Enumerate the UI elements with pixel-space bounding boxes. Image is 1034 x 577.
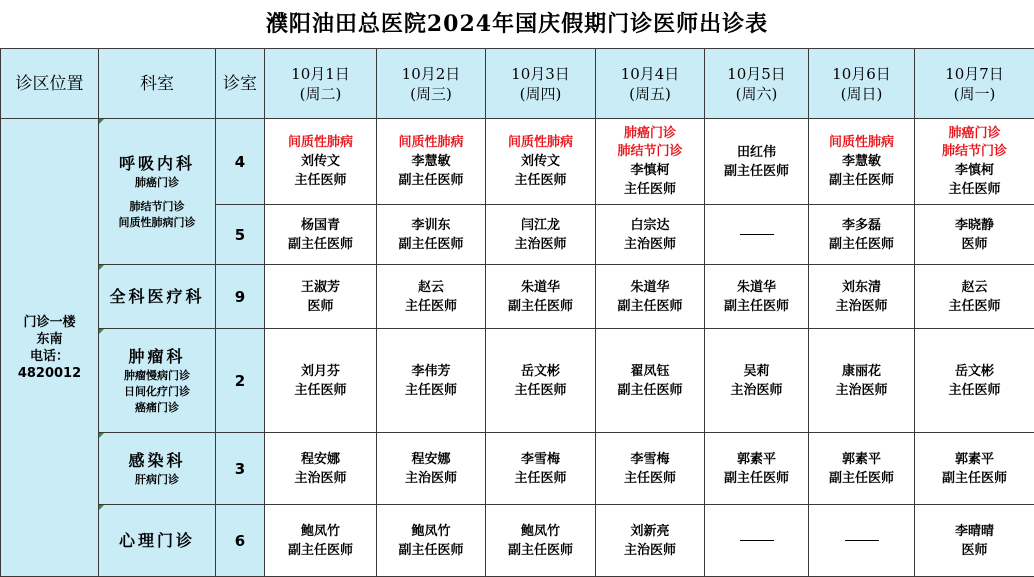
day-weekday: (周四) (486, 84, 595, 104)
doctor-title: 主治医师 (809, 381, 914, 400)
no-clinic-dash (740, 540, 774, 541)
header-room (216, 49, 265, 119)
doctor-name: 朱道华 (596, 278, 704, 297)
doctor-name: 刘传文 (486, 152, 595, 171)
room-number: 9 (216, 265, 265, 329)
doctor-cell (915, 505, 1034, 577)
header-dept (99, 49, 216, 119)
dept-psychology (99, 505, 216, 577)
doctor-name: 刘月芬 (265, 362, 376, 381)
doctor-title: 副主任医师 (377, 541, 485, 560)
doctor-cell (377, 433, 486, 505)
doctor-cell (265, 505, 377, 577)
room-number: 5 (216, 205, 265, 265)
doctor-cell (377, 119, 486, 205)
doctor-name: 郭素平 (915, 450, 1034, 469)
doctor-name: 李晴晴 (915, 522, 1034, 541)
doctor-title: 主治医师 (486, 235, 595, 254)
table-row (1, 433, 1034, 505)
doctor-title: 主任医师 (377, 381, 485, 400)
room-number: 4 (216, 119, 265, 205)
doctor-title: 医师 (915, 541, 1034, 560)
header-day-3 (486, 49, 596, 119)
dept-name: 心理门诊 (99, 530, 215, 552)
day-date: 10月3日 (486, 64, 595, 84)
room-number: 2 (216, 329, 265, 433)
doctor-title: 主任医师 (915, 297, 1034, 316)
doctor-cell (596, 505, 705, 577)
doctor-name: 刘东清 (809, 278, 914, 297)
doctor-title: 副主任医师 (596, 381, 704, 400)
doctor-name: 闫江龙 (486, 216, 595, 235)
day-date: 10月7日 (915, 64, 1034, 84)
doctor-name: 吴莉 (705, 362, 808, 381)
day-weekday: (周六) (705, 84, 808, 104)
doctor-title: 主任医师 (915, 381, 1034, 400)
doctor-cell (596, 329, 705, 433)
doctor-title: 副主任医师 (486, 297, 595, 316)
room-number: 3 (216, 433, 265, 505)
doctor-cell (809, 205, 915, 265)
doctor-title: 副主任医师 (809, 235, 914, 254)
schedule-table (0, 48, 1034, 577)
doctor-name: 白宗达 (596, 216, 704, 235)
doctor-cell (809, 119, 915, 205)
doctor-name: 鲍凤竹 (486, 522, 595, 541)
doctor-cell (705, 205, 809, 265)
doctor-title: 医师 (265, 297, 376, 316)
doctor-title: 主任医师 (486, 381, 595, 400)
doctor-title: 主任医师 (265, 381, 376, 400)
header-dept-label: 科室 (140, 74, 174, 94)
doctor-title: 主治医师 (809, 297, 914, 316)
doctor-name: 李慧敏 (377, 152, 485, 171)
dept-subclinic: 肿瘤慢病门诊 (99, 368, 215, 384)
phone-number: 4820012 (1, 365, 98, 382)
doctor-name: 刘新亮 (596, 522, 704, 541)
doctor-cell (596, 433, 705, 505)
doctor-cell (265, 119, 377, 205)
doctor-title: 主任医师 (486, 171, 595, 190)
day-weekday: (周二) (265, 84, 376, 104)
clinic-note: 肺结节门诊 (596, 143, 704, 161)
doctor-title: 副主任医师 (265, 541, 376, 560)
doctor-title: 主任医师 (486, 469, 595, 488)
dept-name: 全科医疗科 (99, 286, 215, 308)
doctor-title: 副主任医师 (809, 469, 914, 488)
dept-subclinic: 癌痛门诊 (99, 400, 215, 416)
doctor-cell (265, 265, 377, 329)
doctor-name: 程安娜 (265, 450, 376, 469)
doctor-title: 副主任医师 (809, 171, 914, 190)
header-day-4 (596, 49, 705, 119)
table-row (1, 329, 1034, 433)
doctor-cell (486, 265, 596, 329)
phone-label: 电话： (1, 348, 98, 365)
doctor-cell (915, 433, 1034, 505)
header-day-2 (377, 49, 486, 119)
doctor-cell (377, 329, 486, 433)
doctor-title: 主治医师 (705, 381, 808, 400)
doctor-name: 郭素平 (705, 450, 808, 469)
doctor-cell (596, 265, 705, 329)
doctor-name: 赵云 (915, 278, 1034, 297)
doctor-name: 李晓静 (915, 216, 1034, 235)
doctor-cell (809, 265, 915, 329)
doctor-cell (596, 119, 705, 205)
doctor-title: 副主任医师 (915, 469, 1034, 488)
day-date: 10月1日 (265, 64, 376, 84)
day-date: 10月4日 (596, 64, 704, 84)
no-clinic-dash (845, 540, 879, 541)
doctor-title: 副主任医师 (377, 235, 485, 254)
doctor-name: 程安娜 (377, 450, 485, 469)
doctor-cell (377, 505, 486, 577)
doctor-cell (915, 265, 1034, 329)
day-weekday: (周五) (596, 84, 704, 104)
doctor-name: 李伟芳 (377, 362, 485, 381)
doctor-name: 王淑芳 (265, 278, 376, 297)
doctor-name: 鲍凤竹 (265, 522, 376, 541)
doctor-title: 副主任医师 (705, 469, 808, 488)
day-date: 10月5日 (705, 64, 808, 84)
day-weekday: (周日) (809, 84, 914, 104)
doctor-title: 副主任医师 (705, 162, 808, 181)
clinic-note: 肺癌门诊 (915, 125, 1034, 143)
header-day-5 (705, 49, 809, 119)
dept-oncology (99, 329, 216, 433)
day-date: 10月2日 (377, 64, 485, 84)
dept-name: 呼吸内科 (99, 153, 215, 175)
day-date: 10月6日 (809, 64, 914, 84)
doctor-cell (705, 433, 809, 505)
room-number: 6 (216, 505, 265, 577)
dept-subclinic: 肺癌门诊 (99, 175, 215, 191)
doctor-name: 郭素平 (809, 450, 914, 469)
doctor-cell (705, 505, 809, 577)
doctor-cell (377, 265, 486, 329)
doctor-name: 朱道华 (486, 278, 595, 297)
header-area-label: 诊区位置 (16, 74, 84, 94)
location-line: 东南 (1, 331, 98, 348)
doctor-cell (915, 205, 1034, 265)
doctor-name: 康丽花 (809, 362, 914, 381)
doctor-title: 主任医师 (377, 297, 485, 316)
doctor-cell (486, 119, 596, 205)
doctor-name: 赵云 (377, 278, 485, 297)
doctor-title: 副主任医师 (705, 297, 808, 316)
doctor-title: 副主任医师 (265, 235, 376, 254)
header-day-1 (265, 49, 377, 119)
doctor-name: 岳文彬 (486, 362, 595, 381)
dept-subclinic: 肺结节门诊 (99, 199, 215, 215)
doctor-name: 杨国青 (265, 216, 376, 235)
clinic-note: 肺结节门诊 (915, 143, 1034, 161)
day-weekday: (周一) (915, 84, 1034, 104)
table-row (1, 119, 1034, 205)
doctor-name: 岳文彬 (915, 362, 1034, 381)
doctor-cell (486, 329, 596, 433)
doctor-name: 翟凤钰 (596, 362, 704, 381)
dept-name: 感染科 (99, 450, 215, 472)
doctor-cell (809, 329, 915, 433)
doctor-name: 李训东 (377, 216, 485, 235)
doctor-name: 李多磊 (809, 216, 914, 235)
doctor-name: 李雪梅 (596, 450, 704, 469)
dept-subclinic: 日间化疗门诊 (99, 384, 215, 400)
clinic-location (1, 119, 99, 577)
doctor-name: 刘传文 (265, 152, 376, 171)
doctor-title: 主治医师 (596, 235, 704, 254)
dept-subclinic: 间质性肺病门诊 (99, 215, 215, 231)
doctor-title: 医师 (915, 235, 1034, 254)
clinic-note: 间质性肺病 (486, 134, 595, 152)
page-title: 濮阳油田总医院2024年国庆假期门诊医师出诊表 (0, 0, 1034, 48)
dept-name: 肿瘤科 (99, 346, 215, 368)
doctor-name: 李慧敏 (809, 152, 914, 171)
doctor-name: 鲍凤竹 (377, 522, 485, 541)
clinic-note: 间质性肺病 (265, 134, 376, 152)
header-row (1, 49, 1034, 119)
doctor-cell (265, 329, 377, 433)
dept-respiratory (99, 119, 216, 265)
dept-subclinic: 肝病门诊 (99, 472, 215, 488)
doctor-title: 主治医师 (377, 469, 485, 488)
doctor-title: 主治医师 (596, 541, 704, 560)
doctor-title: 副主任医师 (377, 171, 485, 190)
doctor-cell (705, 329, 809, 433)
doctor-name: 李慎柯 (596, 161, 704, 180)
day-weekday: (周三) (377, 84, 485, 104)
doctor-cell (705, 119, 809, 205)
clinic-note: 间质性肺病 (809, 134, 914, 152)
no-clinic-dash (740, 234, 774, 235)
dept-infectious (99, 433, 216, 505)
header-area (1, 49, 99, 119)
header-day-6 (809, 49, 915, 119)
doctor-cell (915, 119, 1034, 205)
doctor-cell (809, 433, 915, 505)
table-row (1, 505, 1034, 577)
doctor-name: 李慎柯 (915, 161, 1034, 180)
doctor-title: 副主任医师 (486, 541, 595, 560)
doctor-name: 李雪梅 (486, 450, 595, 469)
doctor-cell (705, 265, 809, 329)
doctor-cell (915, 329, 1034, 433)
doctor-cell (596, 205, 705, 265)
doctor-title: 主任医师 (596, 469, 704, 488)
header-day-7 (915, 49, 1034, 119)
doctor-cell (486, 433, 596, 505)
doctor-title: 主治医师 (265, 469, 376, 488)
doctor-name: 朱道华 (705, 278, 808, 297)
doctor-cell (265, 205, 377, 265)
dept-general-practice (99, 265, 216, 329)
doctor-title: 主任医师 (915, 180, 1034, 199)
doctor-cell (486, 205, 596, 265)
doctor-name: 田红伟 (705, 143, 808, 162)
clinic-note: 间质性肺病 (377, 134, 485, 152)
doctor-cell (809, 505, 915, 577)
table-row (1, 265, 1034, 329)
doctor-cell (265, 433, 377, 505)
doctor-cell (486, 505, 596, 577)
doctor-title: 主任医师 (265, 171, 376, 190)
doctor-title: 副主任医师 (596, 297, 704, 316)
clinic-note: 肺癌门诊 (596, 125, 704, 143)
doctor-title: 主任医师 (596, 180, 704, 199)
doctor-cell (377, 205, 486, 265)
location-line: 门诊一楼 (1, 314, 98, 331)
header-room-label: 诊室 (223, 74, 257, 94)
